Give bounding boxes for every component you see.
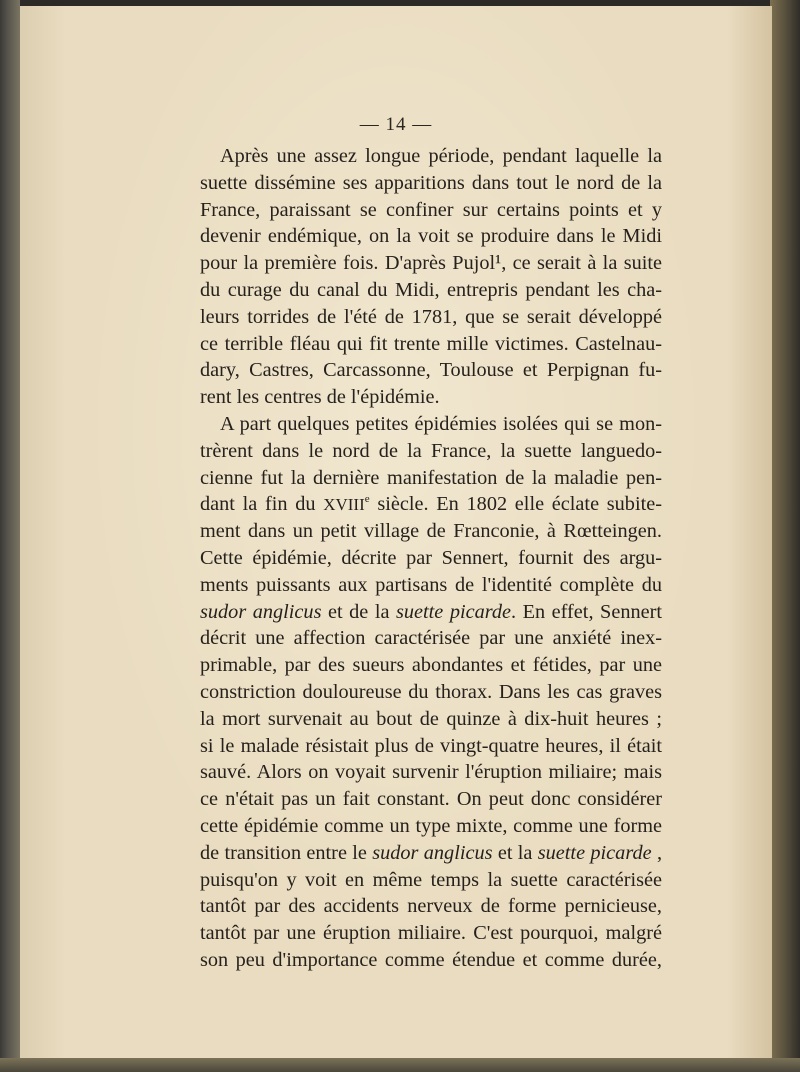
text-line: si le malade résistait plus de vingt-quatre heures, il était bbox=[200, 734, 662, 757]
text-line: du curage du canal du Midi, entrepris pendant les cha- bbox=[200, 278, 662, 301]
italic-term: sudor anglicus bbox=[372, 841, 493, 864]
text-line: rent les centres de l'épidémie. bbox=[200, 386, 440, 409]
text-line: trèrent dans le nord de la France, la suette languedo- bbox=[200, 439, 662, 462]
text-line: leurs torrides de l'été de 1781, que se serait développé bbox=[200, 305, 662, 328]
text-line: France, paraissant se confiner sur certains points et y bbox=[200, 198, 662, 221]
superscript: e bbox=[364, 493, 370, 506]
body-text bbox=[200, 143, 662, 974]
text-fragment: et la bbox=[492, 841, 538, 864]
text-line: constriction douloureuse du thorax. Dans les cas graves bbox=[200, 680, 662, 703]
text-line: cette épidémie comme un type mixte, comme une forme bbox=[200, 814, 662, 837]
italic-term: suette picarde bbox=[395, 600, 512, 623]
text-line: ce terrible fléau qui fit trente mille victimes. Castelnau- bbox=[200, 332, 662, 355]
text-line: la mort survenait au bout de quinze à dix-huit heures ; bbox=[200, 707, 662, 730]
text-line: ments puissants aux partisans de l'identité complète du bbox=[200, 573, 662, 596]
text-line: Cette épidémie, décrite par Sennert, fournit des argu- bbox=[200, 546, 662, 569]
text-line bbox=[200, 599, 662, 626]
text-fragment: dant la fin du bbox=[200, 493, 324, 516]
text-line: pour la première fois. D'après Pujol¹, ce serait à la suite bbox=[200, 252, 662, 275]
text-line bbox=[200, 840, 662, 867]
text-line: Après une assez longue période, pendant laquelle la bbox=[220, 145, 662, 167]
text-line: sauvé. Alors on voyait survenir l'éruption miliaire; mais bbox=[200, 761, 662, 784]
text-line: primable, par des sueurs abondantes et fétides, par une bbox=[200, 654, 662, 677]
text-line: ment dans un petit village de Franconie, à Rœtteingen. bbox=[200, 520, 662, 543]
text-line: son peu d'importance comme étendue et comme durée, bbox=[200, 948, 662, 971]
page-sheet bbox=[20, 6, 772, 1058]
text-fragment: siècle. En 1802 elle éclate subite- bbox=[369, 493, 662, 516]
text-line: dary, Castres, Carcassonne, Toulouse et Perpignan fu- bbox=[200, 359, 662, 382]
text-fragment: de transition entre le bbox=[200, 841, 373, 864]
italic-term: suette picarde bbox=[537, 841, 652, 864]
text-fragment: , bbox=[651, 841, 663, 864]
text-fragment: . En effet, Sennert bbox=[511, 600, 662, 623]
text-line: devenir endémique, on la voit se produire dans le Midi bbox=[200, 225, 662, 248]
text-line: tantôt par une éruption miliaire. C'est pourquoi, malgré bbox=[200, 922, 662, 945]
text-line: tantôt par des accidents nerveux de forme pernicieuse, bbox=[200, 895, 662, 918]
text-line: cienne fut la dernière manifestation de la maladie pen- bbox=[200, 466, 662, 489]
right-page-edge bbox=[770, 0, 800, 1072]
italic-term: sudor anglicus bbox=[200, 600, 322, 623]
left-page-edge bbox=[0, 0, 20, 1072]
text-line: A part quelques petites épidémies isolées qui se mon- bbox=[220, 412, 662, 435]
text-line bbox=[200, 491, 662, 518]
text-line: puisqu'on y voit en même temps la suette caractérisée bbox=[200, 868, 662, 891]
text-line: décrit une affection caractérisée par une anxiété inex- bbox=[200, 627, 662, 650]
page-number: — 14 — bbox=[359, 114, 433, 135]
text-fragment: et de la bbox=[321, 600, 396, 623]
text-line: ce n'était pas un fait constant. On peut donc considérer bbox=[200, 788, 662, 811]
roman-numeral: XVIII bbox=[323, 495, 365, 515]
text-line: suette dissémine ses apparitions dans tout le nord de la bbox=[200, 171, 662, 194]
bottom-page-edge bbox=[0, 1058, 800, 1072]
